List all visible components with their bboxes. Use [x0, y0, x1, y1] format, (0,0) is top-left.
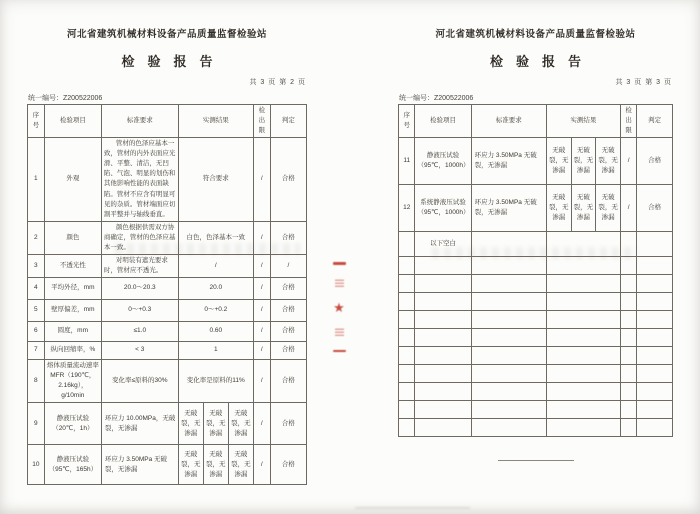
cell-std [471, 419, 546, 437]
cell-limit: / [253, 300, 270, 322]
cell-seq [399, 257, 415, 275]
cell-limit [620, 329, 636, 347]
page-indicator: 共 3 页 第 2 页 [249, 79, 306, 86]
cell-result: / [178, 254, 253, 277]
cell-std [471, 347, 546, 365]
cell-seq [399, 401, 415, 419]
cell-std [471, 383, 546, 401]
cell-verdict: / [270, 254, 306, 277]
cell-seq: 12 [399, 185, 415, 232]
column-header-verdict: 判定 [637, 105, 673, 138]
cell-limit: / [253, 360, 270, 403]
cell-std: ≤1.0 [101, 322, 178, 342]
page-meta [27, 74, 307, 104]
cell-limit [620, 257, 636, 275]
cell-std [471, 232, 546, 257]
cell-result [546, 257, 620, 275]
inspection-table-page3 [398, 104, 673, 437]
cell-limit [620, 293, 636, 311]
cell-seq: 10 [28, 445, 45, 485]
cell-limit: / [253, 403, 270, 445]
cell-seq: 7 [28, 342, 45, 360]
cell-std: 颜色根据供需双方协商确定，管材的色泽应基本一致。 [101, 221, 178, 254]
empty-row [399, 257, 673, 275]
table-row [28, 300, 307, 322]
cell-limit [620, 347, 636, 365]
empty-row [399, 293, 673, 311]
cell-result: 变化率是原料的11% [178, 360, 253, 403]
cell-verdict: 合格 [270, 342, 306, 360]
cell-verdict: 合格 [270, 300, 306, 322]
seal-star-icon: ★ [333, 299, 345, 315]
cell-seq [399, 419, 415, 437]
cell-std: 环应力 3.50MPa 无破裂，无渗漏 [471, 138, 546, 185]
empty-row [399, 347, 673, 365]
cell-result-sub: 无破裂，无渗漏 [228, 445, 253, 485]
cell-item: 以下空白 [415, 232, 471, 257]
table-header-row [28, 105, 307, 138]
cell-result [546, 365, 620, 383]
cell-limit: / [253, 221, 270, 254]
cell-result: 符合要求 [178, 138, 253, 222]
cell-verdict [637, 329, 673, 347]
cell-item: 系统静液压试验（95℃，1000h） [415, 185, 471, 232]
cell-limit [620, 419, 636, 437]
table-row [28, 360, 307, 403]
cell-verdict: 合格 [270, 445, 306, 485]
cell-result-sub: 无破裂，无渗漏 [546, 138, 571, 185]
serial-number: 统一编号：Z200522006 [399, 95, 474, 102]
cell-item [415, 347, 471, 365]
cell-std: < 3 [101, 342, 178, 360]
cell-verdict [637, 419, 673, 437]
cell-limit [620, 383, 636, 401]
cell-verdict: 合格 [270, 403, 306, 445]
table-row [399, 185, 673, 232]
column-header-std: 标准要求 [471, 105, 546, 138]
cell-item [415, 293, 471, 311]
cell-std: 环应力 3.50MPa 无破裂，无渗漏 [101, 445, 178, 485]
empty-row [399, 419, 673, 437]
cell-result [546, 329, 620, 347]
cell-item [415, 257, 471, 275]
cell-verdict: 合格 [270, 221, 306, 254]
cell-result-sub: 无破裂，无渗漏 [203, 445, 228, 485]
cell-seq: 3 [28, 254, 45, 277]
cell-item: 外观 [44, 138, 101, 222]
cell-seq [399, 365, 415, 383]
cell-item [415, 401, 471, 419]
cell-limit: / [253, 322, 270, 342]
cell-verdict [637, 257, 673, 275]
cell-verdict: 合格 [637, 185, 673, 232]
cell-result-sub: 无破裂，无渗漏 [571, 185, 596, 232]
cell-std [471, 329, 546, 347]
cell-limit [620, 365, 636, 383]
cell-result-sub: 无破裂，无渗漏 [178, 403, 203, 445]
cell-verdict [637, 347, 673, 365]
cell-std [471, 257, 546, 275]
cell-result: 0.60 [178, 322, 253, 342]
column-header-result: 实测结果 [178, 105, 253, 138]
cell-limit [620, 311, 636, 329]
table-row [399, 138, 673, 185]
column-header-no: 序号 [28, 105, 45, 138]
cell-std [471, 293, 546, 311]
cell-std: 变化率≤原料的30% [101, 360, 178, 403]
table-row [28, 254, 307, 277]
station-name: 河北省建筑机械材料设备产品质量监督检验站 [435, 29, 636, 40]
seal-bar-bottom [333, 350, 346, 353]
empty-row [399, 275, 673, 293]
cell-result-sub: 无破裂，无渗漏 [203, 403, 228, 445]
cell-item: 平均外径，mm [44, 278, 101, 300]
cell-verdict [637, 383, 673, 401]
cell-seq: 8 [28, 360, 45, 403]
cell-item [415, 275, 471, 293]
cell-seq [399, 275, 415, 293]
table-row [28, 342, 307, 360]
cell-verdict: 合格 [637, 138, 673, 185]
cell-item [415, 383, 471, 401]
cell-limit: / [253, 445, 270, 485]
cell-item: 纵向回缩率，% [44, 342, 101, 360]
cell-result-sub: 无破裂，无渗漏 [546, 185, 571, 232]
empty-row [399, 383, 673, 401]
cell-result [546, 275, 620, 293]
seal-bar-top [333, 262, 346, 265]
footer-signature-line [498, 460, 574, 461]
table-row [399, 232, 673, 257]
report-page-3 [398, 26, 673, 461]
column-header-no: 序号 [399, 105, 415, 138]
table-row [28, 278, 307, 300]
inspection-table-page2 [27, 104, 307, 485]
cell-item: 熔体质量流动速率MFR（190℃，2.16kg），g/10min [44, 360, 101, 403]
cell-limit: / [253, 278, 270, 300]
column-header-limit: 检出限 [253, 105, 270, 138]
cell-result [546, 419, 620, 437]
column-header-result: 实测结果 [546, 105, 620, 138]
cell-item [415, 329, 471, 347]
cell-verdict [637, 401, 673, 419]
cell-seq: 4 [28, 278, 45, 300]
cell-seq [399, 347, 415, 365]
cell-seq [399, 329, 415, 347]
cell-limit [620, 232, 636, 257]
scan-smudge [355, 507, 470, 509]
cell-item: 不透光性 [44, 254, 101, 277]
cell-seq [399, 311, 415, 329]
cell-seq [399, 383, 415, 401]
cell-item [415, 311, 471, 329]
cell-verdict [637, 365, 673, 383]
table-row [28, 445, 307, 485]
cell-result-sub: 无破裂，无渗漏 [596, 185, 621, 232]
cell-std [471, 365, 546, 383]
cell-verdict: 合格 [270, 138, 306, 222]
cell-verdict: 合格 [270, 278, 306, 300]
cell-std [471, 311, 546, 329]
report-title: 检验报告 [121, 54, 226, 69]
cell-result-sub: 无破裂，无渗漏 [228, 403, 253, 445]
table-row [28, 403, 307, 445]
cell-result-sub: 无破裂，无渗漏 [596, 138, 621, 185]
cell-item: 颜色 [44, 221, 101, 254]
cell-item: 静液压试验（20℃，1h） [44, 403, 101, 445]
cell-result-sub: 无破裂，无渗漏 [178, 445, 203, 485]
cell-result [546, 311, 620, 329]
column-header-limit: 检出限 [620, 105, 636, 138]
cell-result: 0～+0.2 [178, 300, 253, 322]
table-row [28, 221, 307, 254]
cell-limit: / [620, 138, 636, 185]
cell-seq: 1 [28, 138, 45, 222]
column-header-std: 标准要求 [101, 105, 178, 138]
cell-std: 对明装有遮光要求时，管材应不透光。 [101, 254, 178, 277]
cell-result [546, 293, 620, 311]
cell-verdict: 合格 [270, 360, 306, 403]
column-header-item: 检验项目 [415, 105, 471, 138]
cell-seq [399, 232, 415, 257]
cell-seq [399, 293, 415, 311]
cell-verdict [637, 232, 673, 257]
empty-row [399, 311, 673, 329]
report-page-2 [27, 26, 307, 485]
column-header-item: 检验项目 [44, 105, 101, 138]
cell-item: 静液压试验（95℃，1000h） [415, 138, 471, 185]
cell-item [415, 365, 471, 383]
cell-limit [620, 275, 636, 293]
page-meta [398, 74, 673, 104]
cell-result-sub: 无破裂，无渗漏 [571, 138, 596, 185]
cell-seq: 11 [399, 138, 415, 185]
cell-limit [620, 401, 636, 419]
empty-row [399, 365, 673, 383]
cell-item: 圆度，mm [44, 322, 101, 342]
cell-limit: / [253, 254, 270, 277]
table-header-row [399, 105, 673, 138]
cell-std: 环应力 10.00MPa，无破裂，无渗漏 [101, 403, 178, 445]
cell-seq: 2 [28, 221, 45, 254]
serial-number: 统一编号：Z200522006 [28, 95, 103, 102]
cell-result [546, 347, 620, 365]
cell-result [546, 401, 620, 419]
report-title: 检验报告 [489, 54, 594, 69]
cell-std: 20.0～20.3 [101, 278, 178, 300]
cell-item [415, 419, 471, 437]
cell-std [471, 275, 546, 293]
cell-verdict [637, 275, 673, 293]
cell-std: 环应力 3.50MPa 无破裂，无渗漏 [471, 185, 546, 232]
cell-result: 白色，色泽基本一致 [178, 221, 253, 254]
cell-verdict [637, 293, 673, 311]
seal-character-blob [335, 327, 344, 336]
cell-item: 静液压试验（95℃，165h） [44, 445, 101, 485]
table-row [28, 322, 307, 342]
cell-verdict: 合格 [270, 322, 306, 342]
cell-result: 1 [178, 342, 253, 360]
column-header-verdict: 判定 [270, 105, 306, 138]
cell-item: 壁厚偏差，mm [44, 300, 101, 322]
cell-result [546, 232, 620, 257]
cell-seq: 6 [28, 322, 45, 342]
cell-result [546, 383, 620, 401]
riding-seal-stamp [329, 262, 349, 352]
table-row [28, 138, 307, 222]
cell-std: 管材的色泽应基本一致，管材的内外表面应光滑、平整、清洁，无凹陷、气泡、明显的划伤和其他影响性能的表面缺陷。管材不应含有明显可见的杂质。管材端面应切割平整并与轴线垂直。 [101, 138, 178, 222]
cell-result: 20.0 [178, 278, 253, 300]
cell-std: 0～+0.3 [101, 300, 178, 322]
cell-limit: / [620, 185, 636, 232]
page-indicator: 共 3 页 第 3 页 [615, 79, 672, 86]
cell-verdict [637, 311, 673, 329]
cell-limit: / [253, 138, 270, 222]
seal-character-blob [335, 278, 344, 287]
empty-row [399, 329, 673, 347]
cell-seq: 5 [28, 300, 45, 322]
cell-limit: / [253, 342, 270, 360]
cell-std [471, 401, 546, 419]
cell-seq: 9 [28, 403, 45, 445]
station-name: 河北省建筑机械材料设备产品质量监督检验站 [66, 29, 267, 40]
empty-row [399, 401, 673, 419]
